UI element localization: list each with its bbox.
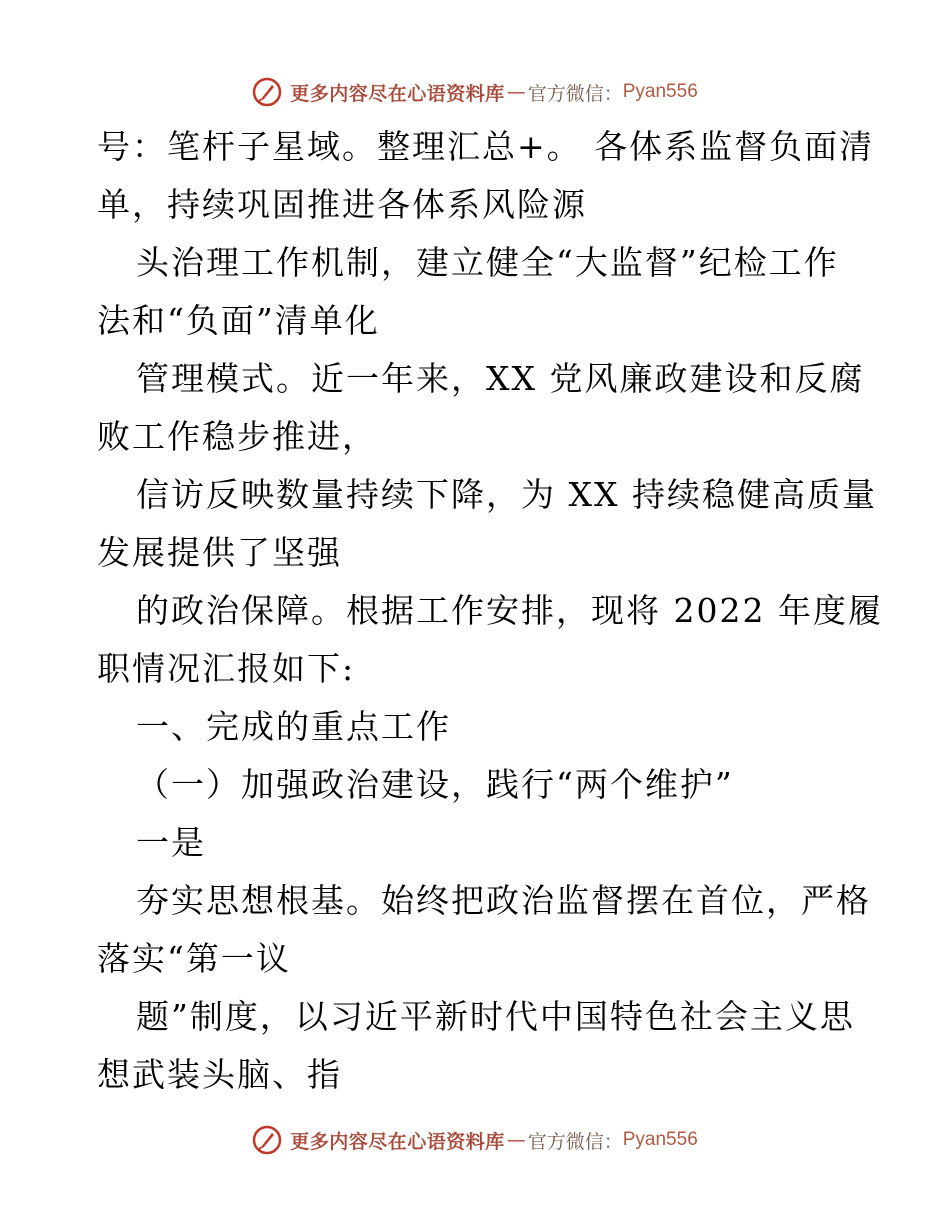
- body-line: 号：笔杆子星域。整理汇总+。 各体系监督负面清: [97, 127, 875, 166]
- watermark-text: 更多内容尽在心语资料库: [290, 1130, 505, 1153]
- watermark-separator: —: [506, 81, 526, 103]
- watermark-separator: —: [506, 1129, 526, 1151]
- body-line: 职情况汇报如下:: [97, 649, 356, 688]
- body-line: 的政治保障。根据工作安排，现将 2022 年度履: [136, 591, 883, 630]
- section-heading: 一、完成的重点工作: [136, 707, 451, 746]
- header-watermark: [0, 72, 950, 112]
- watermark-text: 更多内容尽在心语资料库: [290, 82, 505, 105]
- body-line: 败工作稳步推进，: [97, 417, 377, 456]
- body-line: 发展提供了坚强: [97, 533, 342, 572]
- document-body: [97, 118, 883, 1104]
- body-line: 头治理工作机制，建立健全“大监督”纪检工作: [136, 243, 839, 282]
- watermark-wechat-id: Pyan556: [622, 81, 698, 102]
- quill-pen-circle-icon: [252, 1125, 282, 1155]
- body-line: 一是: [136, 823, 206, 862]
- body-line: 落实“第一议: [97, 939, 291, 978]
- subsection-heading: （一）加强政治建设，践行“两个维护”: [136, 765, 734, 804]
- body-line: 题”制度，以习近平新时代中国特色社会主义思: [136, 997, 855, 1036]
- body-line: 想武装头脑、指: [97, 1055, 342, 1094]
- body-line: 法和“负面”清单化: [97, 301, 380, 340]
- watermark-official-label: 官方微信：: [527, 82, 623, 105]
- body-line: 单，持续巩固推进各体系风险源: [97, 185, 587, 224]
- watermark-wechat-id: Pyan556: [622, 1129, 698, 1150]
- body-line: 夯实思想根基。始终把政治监督摆在首位，严格: [136, 881, 871, 920]
- body-line: 管理模式。近一年来，XX 党风廉政建设和反腐: [136, 359, 865, 398]
- body-line: 信访反映数量持续下降，为 XX 持续稳健高质量: [136, 475, 877, 514]
- footer-watermark: [0, 1120, 950, 1160]
- quill-pen-circle-icon: [252, 77, 282, 107]
- watermark-official-label: 官方微信：: [527, 1130, 623, 1153]
